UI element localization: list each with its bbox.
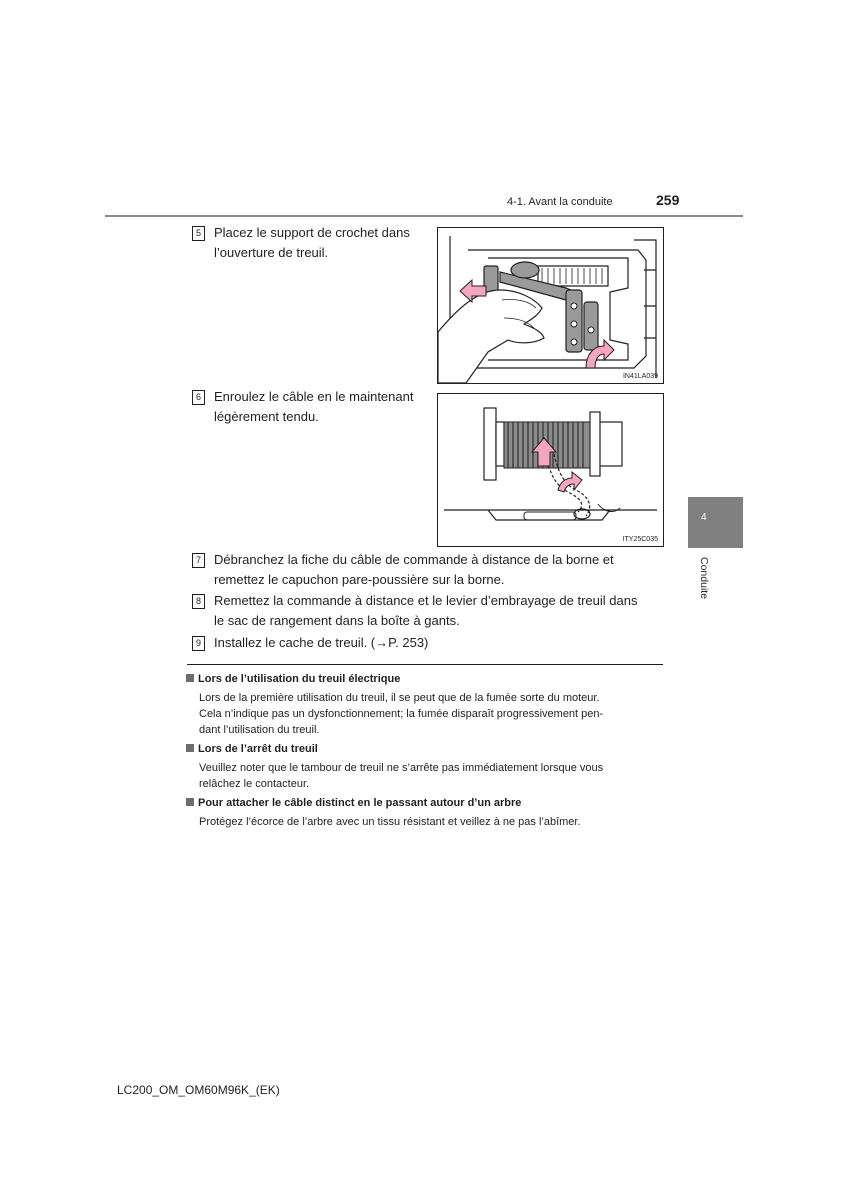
note-body [199, 814, 659, 830]
note-line: relâchez le contacteur. [199, 778, 310, 790]
figure-winch-drum [437, 393, 664, 547]
step-number: 9 [192, 636, 205, 651]
figure-code: ITY25C035 [622, 536, 658, 543]
figure-hook-bracket [437, 227, 664, 384]
step-text [214, 591, 659, 631]
step-line: remettez le capuchon pare-poussière sur la borne. [214, 572, 505, 587]
note-line: dant l’utilisation du treuil. [199, 724, 320, 736]
step-line: l’ouverture de treuil. [214, 245, 329, 260]
note-line: Veuillez noter que le tambour de treuil ne s’arrête pas immédiatement lorsque vous [199, 762, 604, 774]
note-line: Protégez l’écorce de l’arbre avec un tissu résistant et veillez à ne pas l’abîmer. [199, 816, 581, 828]
notes-divider [187, 664, 663, 665]
step-line: Placez le support de crochet dans [214, 225, 410, 240]
chapter-label: Conduite [698, 557, 710, 600]
step-number: 8 [192, 594, 205, 609]
step-number: 5 [192, 226, 205, 241]
step-text-before: Installez le cache de treuil. ( [214, 635, 376, 650]
square-bullet-icon [186, 674, 194, 682]
figure-code: IN41LA039 [622, 373, 658, 380]
winch-hook-bracket-illustration [438, 228, 663, 383]
section-reference: 4-1. Avant la conduite [507, 196, 613, 208]
note-heading [186, 743, 318, 755]
step-line: Enroulez le câble en le maintenant [214, 389, 414, 404]
step-line: Débranchez la fiche du câble de commande à distance de la borne et [214, 552, 614, 567]
step-number: 6 [192, 390, 205, 405]
step-text [214, 223, 424, 263]
chapter-tab [688, 497, 743, 548]
note-line: Cela n’indique pas un dysfonctionnement; la fumée disparaît progressivement pen- [199, 708, 604, 720]
step-text [214, 633, 659, 653]
step-line: légèrement tendu. [214, 409, 319, 424]
note-heading [186, 797, 521, 809]
square-bullet-icon [186, 744, 194, 752]
header-divider [105, 215, 743, 217]
note-heading [186, 673, 400, 685]
winch-drum-cable-illustration [438, 394, 663, 546]
note-title: Lors de l’arrêt du treuil [198, 743, 318, 755]
square-bullet-icon [186, 798, 194, 806]
chapter-number: 4 [701, 512, 707, 523]
page-reference-arrow-icon: → [375, 635, 389, 650]
step-line: Remettez la commande à distance et le levier d’embrayage de treuil dans [214, 593, 638, 608]
note-body [199, 690, 659, 738]
step-text [214, 387, 424, 427]
note-title: Lors de l’utilisation du treuil électrique [198, 673, 401, 685]
step-number: 7 [192, 553, 205, 568]
step-text [214, 550, 659, 590]
document-code: LC200_OM_OM60M96K_(EK) [117, 1083, 280, 1097]
step-line: le sac de rangement dans la boîte à gants. [214, 613, 460, 628]
note-body [199, 760, 659, 792]
page-number: 259 [656, 192, 680, 208]
note-line: Lors de la première utilisation du treuil, il se peut que de la fumée sorte du moteur. [199, 692, 600, 704]
page-reference-link[interactable]: P. 253) [388, 635, 429, 650]
note-title: Pour attacher le câble distinct en le passant autour d’un arbre [198, 797, 522, 809]
